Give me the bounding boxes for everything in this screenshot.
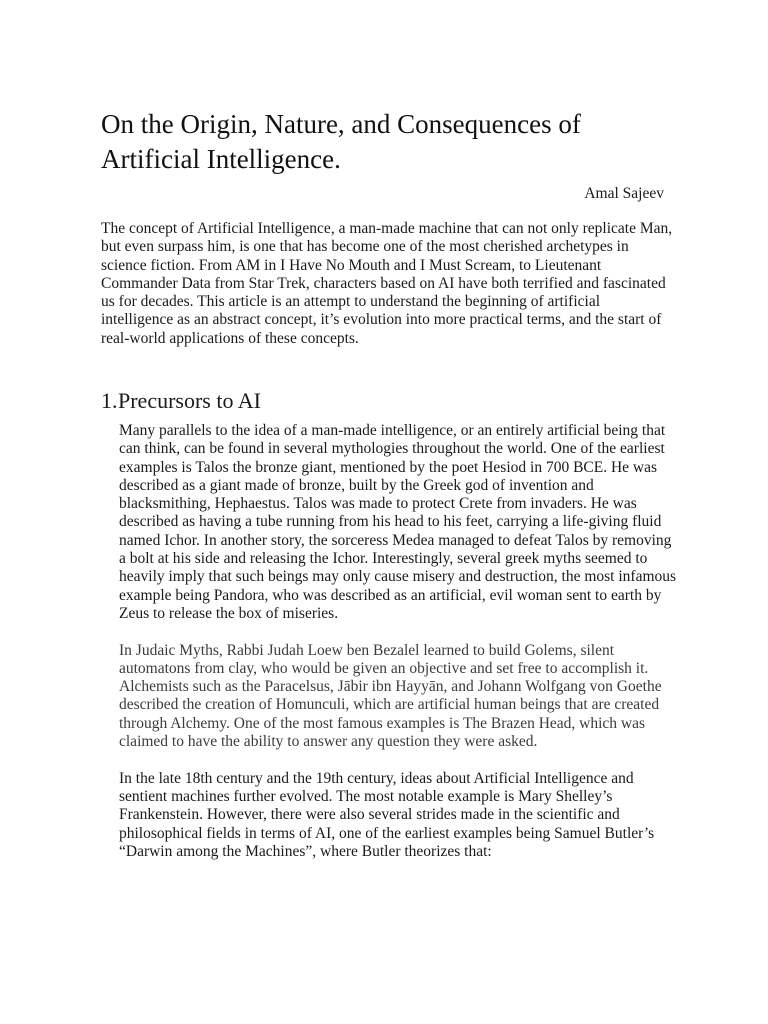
- section-heading: [101, 388, 261, 414]
- body-paragraph-2: In Judaic Myths, Rabbi Judah Loew ben Bezalel learned to build Golems, silent automatons from clay, who would be given an objective and set free to accomplish it. Alchemists such as the Paracelsus, Jābir ibn Hayyān, and Johann Wolfgang von Goethe described the creation of Homunculi, which are artificial human beings that are created through Alchemy. One of the most famous examples is The Brazen Head, which was claimed to have the ability to answer any question they were asked.: [119, 641, 662, 751]
- section-title: Precursors to AI: [118, 388, 261, 413]
- body-paragraph-3: In the late 18th century and the 19th century, ideas about Artificial Intelligence and sentient machines further evolved. The most notable example is Mary Shelley’s Frankenstein. However, there were also several strides made in the scientific and philosophical fields in terms of AI, one of the earliest examples being Samuel Butler’s “Darwin among the Machines”, where Butler theorizes that:: [119, 769, 655, 860]
- body-paragraph-1: Many parallels to the idea of a man-made intelligence, or an entirely artificial being that can think, can be found in several mythologies throughout the world. One of the earliest examples is Talos the bronze giant, mentioned by the poet Hesiod in 700 BCE. He was described as a giant made of bronze, built by the Greek god of invention and blacksmithing, Hephaestus. Talos was made to protect Crete from invaders. He was described as having a tube running from his head to his feet, carrying a life-giving fluid named Ichor. In another story, the sorceress Medea managed to defeat Talos by removing a bolt at his side and releasing the Ichor. Interestingly, several greek myths seemed to heavily imply that such beings may only cause misery and destruction, the most infamous example being Pandora, who was described as an artificial, evil woman sent to earth by Zeus to release the box of miseries.: [119, 422, 677, 622]
- section-number: 1.: [101, 388, 118, 413]
- section-body: [119, 422, 679, 879]
- intro-paragraph: The concept of Artificial Intelligence, a man-made machine that can not only replicate Man, but even surpass him, is one that has become one of the most cherished archetypes in science fiction. From AM in I Have No Mouth and I Must Scream, to Lieutenant Commander Data from Star Trek, characters based on AI have both terrified and fascinated us for decades. This article is an attempt to understand the beginning of artificial intelligence as an abstract concept, it’s evolution into more practical terms, and the start of real-world applications of these concepts.: [101, 220, 673, 347]
- document-title: On the Origin, Nature, and Consequences of Artificial Intelligence.: [101, 109, 581, 174]
- author-name: Amal Sajeev: [584, 185, 664, 202]
